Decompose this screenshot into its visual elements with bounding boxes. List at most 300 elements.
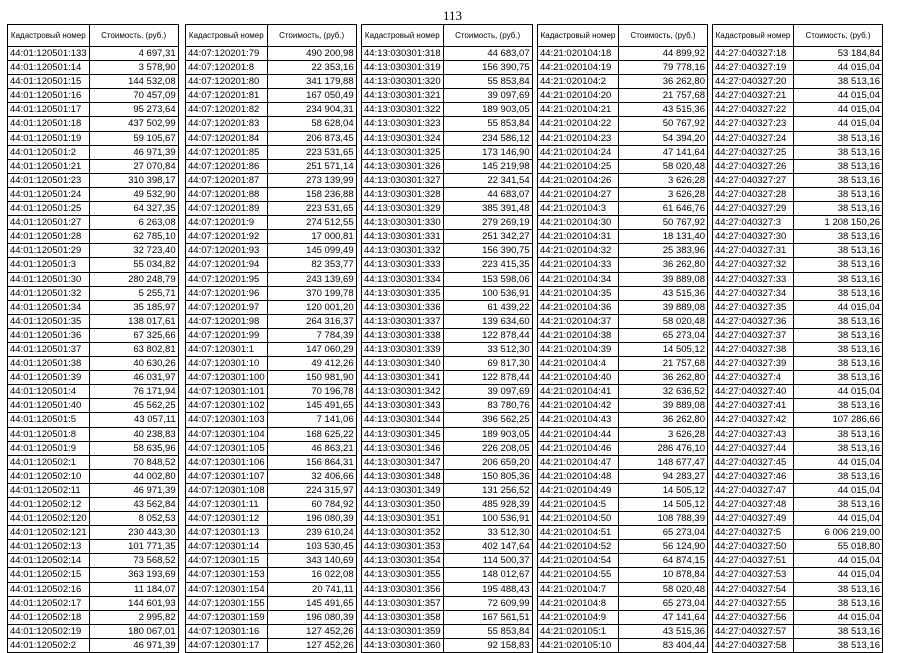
table-row [713, 413, 883, 427]
cadastral-number: 44:21:020104:32 [538, 244, 619, 258]
table-row [713, 498, 883, 512]
table-row [186, 103, 357, 117]
cadastral-number: 44:07:120201:95 [186, 272, 268, 286]
cadastral-number: 44:07:120201:98 [186, 314, 268, 328]
cost-value: 44 015,04 [794, 117, 883, 131]
cost-value: 33 512,30 [443, 342, 532, 356]
cost-value: 38 513,16 [794, 582, 883, 596]
cadastral-number: 44:07:120301:102 [186, 399, 268, 413]
cadastral-number: 44:21:020104:27 [538, 187, 619, 201]
table-row [713, 385, 883, 399]
table-row [538, 441, 708, 455]
cost-value: 50 767,92 [619, 117, 708, 131]
cadastral-number: 44:21:020104:7 [538, 582, 619, 596]
table-row [713, 483, 883, 497]
cadastral-number: 44:07:120201:85 [186, 145, 268, 159]
cadastral-number: 44:13:030301:346 [362, 441, 444, 455]
cost-value: 44 015,04 [794, 568, 883, 582]
cost-value: 94 283,27 [619, 469, 708, 483]
cadastral-number: 44:27:040327:23 [713, 117, 794, 131]
cost-value: 385 391,48 [443, 202, 532, 216]
cost-table-5 [712, 24, 883, 653]
table-row [8, 399, 179, 413]
cadastral-number: 44:27:040327:35 [713, 300, 794, 314]
table-header-row [8, 25, 179, 47]
cost-value: 38 513,16 [794, 342, 883, 356]
cadastral-number: 44:01:120501:14 [8, 61, 90, 75]
cadastral-number: 44:27:040327:47 [713, 483, 794, 497]
table-row [538, 202, 708, 216]
cadastral-number: 44:21:020104:26 [538, 173, 619, 187]
header-cadastral: Кадастровый номер [362, 25, 444, 47]
cadastral-number: 44:13:030301:323 [362, 117, 444, 131]
cadastral-number: 44:07:120301:101 [186, 385, 268, 399]
cost-value: 156 390,75 [443, 61, 532, 75]
table-row [186, 469, 357, 483]
cost-value: 396 562,25 [443, 413, 532, 427]
cost-value: 58 020,48 [619, 159, 708, 173]
cadastral-number: 44:27:040327:56 [713, 610, 794, 624]
cost-value: 25 383,96 [619, 244, 708, 258]
cadastral-number: 44:27:040327:57 [713, 624, 794, 638]
cost-value: 196 080,39 [267, 512, 356, 526]
table-row [713, 624, 883, 638]
cost-value: 65 273,04 [619, 526, 708, 540]
table-row [186, 441, 357, 455]
cadastral-number: 44:27:040327:58 [713, 638, 794, 652]
cost-value: 341 179,88 [267, 75, 356, 89]
table-row [538, 371, 708, 385]
table-row [538, 216, 708, 230]
cost-value: 148 677,47 [619, 455, 708, 469]
table-row [713, 540, 883, 554]
cadastral-number: 44:07:120201:93 [186, 244, 268, 258]
table-row [538, 512, 708, 526]
table-row [713, 117, 883, 131]
table-row [713, 582, 883, 596]
table-row [538, 187, 708, 201]
cadastral-number: 44:01:120502:12 [8, 498, 90, 512]
cost-value: 33 512,30 [443, 526, 532, 540]
table-row [713, 187, 883, 201]
table-row [8, 145, 179, 159]
table-row [538, 244, 708, 258]
cadastral-number: 44:27:040327:42 [713, 413, 794, 427]
cost-value: 82 353,77 [267, 258, 356, 272]
cost-value: 72 609,99 [443, 596, 532, 610]
cost-value: 43 515,36 [619, 286, 708, 300]
cadastral-number: 44:27:040327:31 [713, 244, 794, 258]
table-row [8, 47, 179, 61]
table-row [8, 469, 179, 483]
cadastral-number: 44:13:030301:332 [362, 244, 444, 258]
cadastral-number: 44:21:020104:35 [538, 286, 619, 300]
cost-value: 22 341,54 [443, 173, 532, 187]
table-row [186, 610, 357, 624]
cost-value: 144 532,08 [89, 75, 178, 89]
table-row [186, 624, 357, 638]
cadastral-number: 44:07:120301:155 [186, 596, 268, 610]
cost-value: 5 255,71 [89, 286, 178, 300]
table-row [186, 202, 357, 216]
cadastral-number: 44:21:020104:44 [538, 427, 619, 441]
table-row [186, 187, 357, 201]
cost-value: 38 513,16 [794, 469, 883, 483]
cost-value: 490 200,98 [267, 47, 356, 61]
cadastral-number: 44:13:030301:319 [362, 61, 444, 75]
cost-value: 44 015,04 [794, 61, 883, 75]
cost-value: 150 981,90 [267, 371, 356, 385]
cadastral-number: 44:27:040327:26 [713, 159, 794, 173]
table-row [713, 258, 883, 272]
cost-value: 38 513,16 [794, 202, 883, 216]
cadastral-number: 44:01:120501:32 [8, 286, 90, 300]
table-row [713, 244, 883, 258]
table-row [186, 47, 357, 61]
cadastral-number: 44:13:030301:327 [362, 173, 444, 187]
cost-value: 138 017,61 [89, 314, 178, 328]
cost-value: 64 874,15 [619, 554, 708, 568]
table-row [538, 300, 708, 314]
cadastral-number: 44:27:040327:39 [713, 357, 794, 371]
cost-value: 239 610,24 [267, 526, 356, 540]
table-row [362, 272, 533, 286]
cadastral-number: 44:27:040327:5 [713, 526, 794, 540]
table-row [8, 624, 179, 638]
cost-value: 363 193,69 [89, 568, 178, 582]
cost-value: 279 269,19 [443, 216, 532, 230]
cadastral-number: 44:27:040327:18 [713, 47, 794, 61]
table-row [186, 638, 357, 652]
page-number: 113 [442, 8, 463, 23]
cadastral-number: 44:01:120502:19 [8, 624, 90, 638]
cost-value: 32 406,66 [267, 469, 356, 483]
table-header-row [713, 25, 883, 47]
cadastral-number: 44:07:120201:89 [186, 202, 268, 216]
table-row [362, 427, 533, 441]
cadastral-number: 44:13:030301:358 [362, 610, 444, 624]
cadastral-number: 44:13:030301:344 [362, 413, 444, 427]
table-row [8, 314, 179, 328]
cadastral-number: 44:27:040327:33 [713, 272, 794, 286]
cost-value: 32 723,40 [89, 244, 178, 258]
cost-value: 55 853,84 [443, 624, 532, 638]
cadastral-number: 44:01:120501:36 [8, 328, 90, 342]
table-row [8, 385, 179, 399]
cost-value: 206 659,20 [443, 455, 532, 469]
cadastral-number: 44:01:120501:3 [8, 258, 90, 272]
cost-value: 55 853,84 [443, 75, 532, 89]
cadastral-number: 44:13:030301:349 [362, 483, 444, 497]
cadastral-number: 44:13:030301:352 [362, 526, 444, 540]
cadastral-number: 44:01:120502:11 [8, 483, 90, 497]
table-row [362, 413, 533, 427]
cost-value: 55 034,82 [89, 258, 178, 272]
cadastral-number: 44:07:120301:104 [186, 427, 268, 441]
table-row [362, 554, 533, 568]
table-header-row [362, 25, 533, 47]
cadastral-number: 44:21:020104:42 [538, 399, 619, 413]
cadastral-number: 44:21:020104:50 [538, 512, 619, 526]
table-row [8, 568, 179, 582]
cost-value: 43 515,36 [619, 624, 708, 638]
cost-value: 206 873,45 [267, 131, 356, 145]
cadastral-number: 44:01:120501:16 [8, 89, 90, 103]
table-row [186, 75, 357, 89]
table-row [362, 512, 533, 526]
cost-value: 38 513,16 [794, 498, 883, 512]
table-row [362, 638, 533, 652]
cadastral-number: 44:13:030301:359 [362, 624, 444, 638]
table-row [713, 131, 883, 145]
cost-value: 437 502,99 [89, 117, 178, 131]
cost-value: 189 903,05 [443, 427, 532, 441]
table-row [713, 512, 883, 526]
cadastral-number: 44:21:020105:1 [538, 624, 619, 638]
cost-value: 280 248,79 [89, 272, 178, 286]
table-row [186, 173, 357, 187]
cost-value: 44 015,04 [794, 300, 883, 314]
cadastral-number: 44:27:040327:21 [713, 89, 794, 103]
cost-value: 38 513,16 [794, 230, 883, 244]
cadastral-number: 44:07:120301:154 [186, 582, 268, 596]
table-row [538, 610, 708, 624]
cadastral-number: 44:21:020104:20 [538, 89, 619, 103]
cost-value: 343 140,69 [267, 554, 356, 568]
cost-value: 44 015,04 [794, 610, 883, 624]
cost-value: 122 878,44 [443, 328, 532, 342]
cadastral-number: 44:07:120201:81 [186, 89, 268, 103]
cadastral-number: 44:07:120201:94 [186, 258, 268, 272]
cadastral-number: 44:01:120502:18 [8, 610, 90, 624]
cost-value: 139 634,60 [443, 314, 532, 328]
cadastral-number: 44:21:020104:37 [538, 314, 619, 328]
cost-value: 22 353,16 [267, 61, 356, 75]
table-row [713, 314, 883, 328]
cost-value: 167 050,49 [267, 89, 356, 103]
cost-value: 1 208 150,26 [794, 216, 883, 230]
table-row [362, 483, 533, 497]
cost-value: 44 899,92 [619, 47, 708, 61]
cost-value: 21 757,68 [619, 89, 708, 103]
cadastral-number: 44:27:040327:44 [713, 441, 794, 455]
table-row [538, 568, 708, 582]
cost-value: 35 185,97 [89, 300, 178, 314]
cadastral-number: 44:27:040327:22 [713, 103, 794, 117]
cadastral-number: 44:21:020104:24 [538, 145, 619, 159]
table-row [362, 286, 533, 300]
table-row [713, 568, 883, 582]
cost-value: 44 015,04 [794, 89, 883, 103]
cost-value: 61 646,76 [619, 202, 708, 216]
table-row [186, 399, 357, 413]
table-row [8, 483, 179, 497]
cost-value: 38 513,16 [794, 75, 883, 89]
table-row [186, 427, 357, 441]
cost-value: 39 889,08 [619, 300, 708, 314]
cost-table-3 [361, 24, 533, 653]
cost-value: 55 018,80 [794, 540, 883, 554]
cost-value: 223 415,35 [443, 258, 532, 272]
cost-value: 49 532,90 [89, 187, 178, 201]
cadastral-number: 44:21:020104:5 [538, 498, 619, 512]
cadastral-number: 44:01:120501:25 [8, 202, 90, 216]
cadastral-number: 44:01:120501:34 [8, 300, 90, 314]
cadastral-number: 44:01:120502:120 [8, 512, 90, 526]
cadastral-number: 44:21:020104:25 [538, 159, 619, 173]
cadastral-number: 44:27:040327:43 [713, 427, 794, 441]
table-row [8, 89, 179, 103]
header-cost: Стоимость, (руб.) [89, 25, 178, 47]
cadastral-number: 44:07:120201:87 [186, 173, 268, 187]
table-row [538, 272, 708, 286]
table-row [186, 540, 357, 554]
cost-value: 67 325,66 [89, 328, 178, 342]
cost-value: 7 141,06 [267, 413, 356, 427]
table-row [186, 512, 357, 526]
cadastral-number: 44:21:020104:52 [538, 540, 619, 554]
cadastral-number: 44:27:040327:29 [713, 202, 794, 216]
cost-value: 38 513,16 [794, 596, 883, 610]
cost-value: 234 586,12 [443, 131, 532, 145]
cost-value: 43 515,36 [619, 103, 708, 117]
cadastral-number: 44:27:040327:53 [713, 568, 794, 582]
cost-value: 131 256,52 [443, 483, 532, 497]
table-row [538, 286, 708, 300]
cadastral-number: 44:07:120301:103 [186, 413, 268, 427]
cost-value: 168 625,22 [267, 427, 356, 441]
cadastral-number: 44:13:030301:348 [362, 469, 444, 483]
table-row [8, 300, 179, 314]
table-row [538, 399, 708, 413]
cadastral-number: 44:21:020104:54 [538, 554, 619, 568]
cadastral-number: 44:13:030301:330 [362, 216, 444, 230]
table-row [186, 117, 357, 131]
table-row [186, 582, 357, 596]
cost-value: 47 141,64 [619, 145, 708, 159]
cost-value: 54 394,20 [619, 131, 708, 145]
cost-value: 144 601,93 [89, 596, 178, 610]
cadastral-number: 44:27:040327:25 [713, 145, 794, 159]
cost-value: 127 452,26 [267, 624, 356, 638]
table-row [538, 638, 708, 652]
cost-value: 44 683,07 [443, 187, 532, 201]
cadastral-number: 44:21:020104:4 [538, 357, 619, 371]
cost-table-4 [537, 24, 708, 653]
table-row [362, 582, 533, 596]
cadastral-number: 44:13:030301:343 [362, 399, 444, 413]
cadastral-number: 44:07:120301:14 [186, 540, 268, 554]
table-row [362, 216, 533, 230]
cadastral-number: 44:13:030301:328 [362, 187, 444, 201]
cadastral-number: 44:13:030301:337 [362, 314, 444, 328]
cost-value: 59 105,67 [89, 131, 178, 145]
cost-value: 173 146,90 [443, 145, 532, 159]
cadastral-number: 44:21:020104:33 [538, 258, 619, 272]
cost-value: 108 788,39 [619, 512, 708, 526]
table-row [538, 131, 708, 145]
table-row [186, 498, 357, 512]
cost-value: 38 513,16 [794, 286, 883, 300]
table-row [8, 638, 179, 652]
table-row [713, 202, 883, 216]
cadastral-number: 44:13:030301:322 [362, 103, 444, 117]
cadastral-number: 44:13:030301:353 [362, 540, 444, 554]
cadastral-number: 44:07:120201:92 [186, 230, 268, 244]
cadastral-number: 44:01:120501:29 [8, 244, 90, 258]
cost-value: 120 001,20 [267, 300, 356, 314]
cadastral-number: 44:27:040327:3 [713, 216, 794, 230]
header-cost: Стоимость, (руб.) [443, 25, 532, 47]
table-row [362, 131, 533, 145]
table-row [713, 469, 883, 483]
table-row [186, 61, 357, 75]
table-row [186, 596, 357, 610]
cadastral-number: 44:01:120502:1 [8, 455, 90, 469]
header-cost: Стоимость, (руб.) [794, 25, 883, 47]
cadastral-number: 44:01:120501:35 [8, 314, 90, 328]
table-row [8, 216, 179, 230]
cost-value: 43 562,84 [89, 498, 178, 512]
cadastral-number: 44:13:030301:345 [362, 427, 444, 441]
table-row [538, 582, 708, 596]
table-row [8, 441, 179, 455]
cadastral-number: 44:01:120502:17 [8, 596, 90, 610]
table-row [8, 427, 179, 441]
cadastral-number: 44:21:020104:48 [538, 469, 619, 483]
cost-value: 46 971,39 [89, 145, 178, 159]
cost-value: 27 070,84 [89, 159, 178, 173]
cost-value: 64 327,35 [89, 202, 178, 216]
cost-value: 36 262,80 [619, 258, 708, 272]
cadastral-number: 44:27:040327:48 [713, 498, 794, 512]
cadastral-number: 44:07:120201:97 [186, 300, 268, 314]
cadastral-number: 44:13:030301:360 [362, 638, 444, 652]
cadastral-number: 44:01:120501:27 [8, 216, 90, 230]
table-row [713, 371, 883, 385]
cadastral-number: 44:01:120501:37 [8, 342, 90, 356]
cost-value: 114 500,37 [443, 554, 532, 568]
table-row [713, 230, 883, 244]
table-row [362, 342, 533, 356]
table-row [713, 145, 883, 159]
table-row [538, 427, 708, 441]
cost-value: 56 124,90 [619, 540, 708, 554]
cadastral-number: 44:01:120501:28 [8, 230, 90, 244]
cadastral-number: 44:13:030301:350 [362, 498, 444, 512]
cost-value: 38 513,16 [794, 427, 883, 441]
cost-value: 180 067,01 [89, 624, 178, 638]
cadastral-number: 44:27:040327:51 [713, 554, 794, 568]
table-row [713, 159, 883, 173]
cost-value: 153 598,06 [443, 272, 532, 286]
cost-value: 264 316,37 [267, 314, 356, 328]
table-row [538, 498, 708, 512]
table-row [538, 596, 708, 610]
cadastral-number: 44:13:030301:333 [362, 258, 444, 272]
cost-value: 58 020,48 [619, 582, 708, 596]
cost-value: 44 015,04 [794, 103, 883, 117]
cost-value: 70 848,52 [89, 455, 178, 469]
cost-value: 230 443,30 [89, 526, 178, 540]
table-row [8, 187, 179, 201]
table-row [713, 89, 883, 103]
table-row [362, 258, 533, 272]
table-row [362, 540, 533, 554]
cadastral-number: 44:21:020104:30 [538, 216, 619, 230]
table-row [8, 582, 179, 596]
cost-value: 196 080,39 [267, 610, 356, 624]
